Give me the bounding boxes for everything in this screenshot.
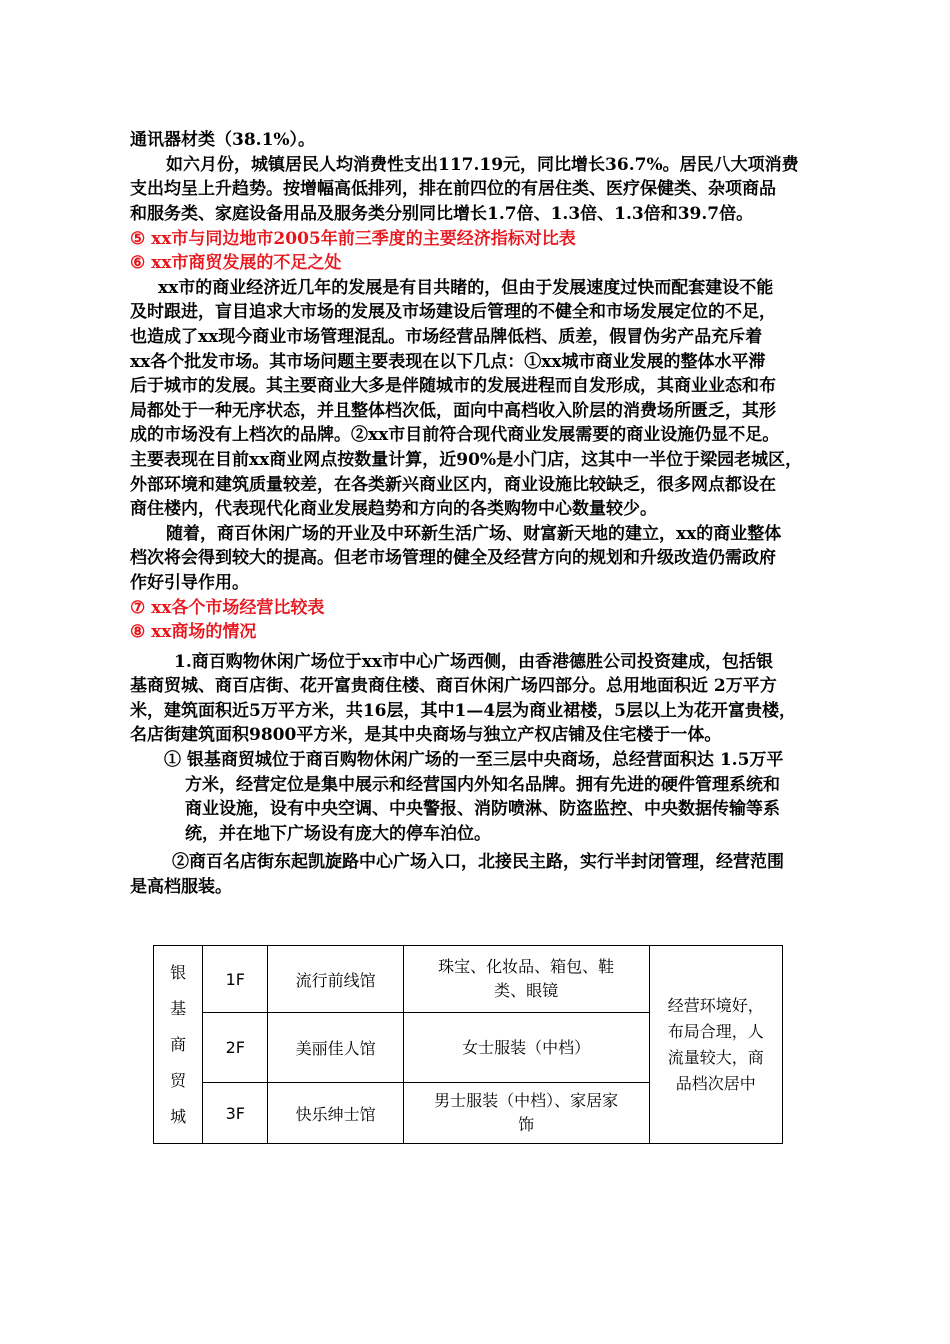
mall-floor-table <box>153 945 783 1144</box>
text-line: 是高档服装。 <box>130 877 232 897</box>
hall-cell: 美丽佳人馆 <box>268 1013 403 1083</box>
text-line: 作好引导作用。 <box>130 573 249 593</box>
text-line: 如六月份，城镇居民人均消费性支出117.19元，同比增长36.7%。居民八大项消费 <box>166 155 799 175</box>
table-row <box>154 946 783 1013</box>
text-line: 主要表现在目前xx商业网点按数量计算，近90%是小门店，这其中一半位于梁园老城区， <box>130 450 803 470</box>
hall-cell: 快乐绅士馆 <box>268 1083 403 1144</box>
vertical-label-char: 银 <box>170 962 187 982</box>
goods-cell <box>403 946 649 1013</box>
text-line: 通讯器材类（38.1%）。 <box>130 130 316 150</box>
vertical-label-char: 商 <box>170 1034 187 1054</box>
text-line: ②商百名店街东起凯旋路中心广场入口，北接民主路，实行半封闭管理，经营范围 <box>172 852 784 872</box>
text-line: 商业设施，设有中央空调、中央警报、消防喷淋、防盗监控、中央数据传输等系 <box>185 799 780 819</box>
summary-line: 品档次居中 <box>675 1073 756 1093</box>
vertical-label-char: 贸 <box>170 1070 187 1090</box>
text-line: 随着，商百休闲广场的开业及中环新生活广场、财富新天地的建立，xx的商业整体 <box>166 524 782 544</box>
text-line: 档次将会得到较大的提高。但老市场管理的健全及经营方向的规划和升级改造仍需政府 <box>130 548 776 568</box>
text-line: 局都处于一种无序状态，并且整体档次低，面向中高档收入阶层的消费场所匮乏，其形 <box>130 401 776 421</box>
vertical-label-cell <box>154 946 203 1144</box>
floor-cell: 2F <box>203 1013 268 1083</box>
summary-line: 布局合理，人 <box>667 1021 764 1041</box>
goods-line: 女士服装（中档） <box>462 1037 591 1057</box>
text-line: 方米，经营定位是集中展示和经营国内外知名品牌。拥有先进的硬件管理系统和 <box>185 775 780 795</box>
text-line: ① 银基商贸城位于商百购物休闲广场的一至三层中央商场，总经营面积达 1.5万平 <box>164 750 784 770</box>
goods-line: 珠宝、化妆品、箱包、鞋 <box>438 957 615 976</box>
hall-cell: 流行前线馆 <box>268 946 403 1013</box>
section-heading: ⑦ xx各个市场经营比较表 <box>130 598 325 618</box>
text-line: 也造成了xx现今商业市场管理混乱。市场经营品牌低档、质差，假冒伪劣产品充斥着 <box>130 327 763 347</box>
goods-line: 男士服装（中档）、家居家 <box>434 1091 619 1110</box>
vertical-label-char: 城 <box>170 1106 187 1126</box>
text-line: 基商贸城、商百店街、花开富贵商住楼、商百休闲广场四部分。总用地面积近 2万平方 <box>130 676 777 696</box>
summary-cell <box>649 946 782 1144</box>
summary-line: 经营环境好， <box>667 995 764 1015</box>
goods-line: 类、眼镜 <box>494 981 559 1000</box>
text-line: 支出均呈上升趋势。按增幅高低排列，排在前四位的有居住类、医疗保健类、杂项商品 <box>130 179 776 199</box>
goods-line: 饰 <box>518 1115 535 1134</box>
summary-line: 流量较大，商 <box>667 1047 764 1067</box>
text-line: 统，并在地下广场设有庞大的停车泊位。 <box>185 824 491 844</box>
text-line: 米，建筑面积近5万平方米，共16层，其中1—4层为商业裙楼，5层以上为花开富贵楼， <box>130 701 796 721</box>
text-line: 商住楼内，代表现代化商业发展趋势和方向的各类购物中心数量较少。 <box>130 499 657 519</box>
text-line: 1.商百购物休闲广场位于xx市中心广场西侧，由香港德胜公司投资建成，包括银 <box>174 652 774 672</box>
vertical-label-char: 基 <box>170 998 187 1018</box>
text-line: 后于城市的发展。其主要商业大多是伴随城市的发展进程而自发形成，其商业业态和布 <box>130 376 776 396</box>
text-line: 外部环境和建筑质量较差，在各类新兴商业区内，商业设施比较缺乏，很多网点都设在 <box>130 475 776 495</box>
text-line: 名店街建筑面积9800平方米，是其中央商场与独立产权店铺及住宅楼于一体。 <box>130 725 722 745</box>
section-heading: ⑥ xx市商贸发展的不足之处 <box>130 253 342 273</box>
section-heading: ⑧ xx商场的情况 <box>130 622 257 642</box>
text-line: 和服务类、家庭设备用品及服务类分别同比增长1.7倍、1.3倍、1.3倍和39.7倍。 <box>130 204 754 224</box>
text-line: xx市的商业经济近几年的发展是有目共睹的，但由于发展速度过快而配套建设不能 <box>158 278 774 298</box>
goods-cell <box>403 1013 649 1083</box>
floor-cell: 1F <box>203 946 268 1013</box>
text-line: 成的市场没有上档次的品牌。②xx市目前符合现代商业发展需要的商业设施仍显不足。 <box>130 425 780 445</box>
text-line: xx各个批发市场。其市场问题主要表现在以下几点：①xx城市商业发展的整体水平滞 <box>130 352 766 372</box>
text-line: 及时跟进，盲目追求大市场的发展及市场建设后管理的不健全和市场发展定位的不足， <box>130 302 776 322</box>
section-heading: ⑤ xx市与同边地市2005年前三季度的主要经济指标对比表 <box>130 229 576 249</box>
goods-cell <box>403 1083 649 1144</box>
floor-cell: 3F <box>203 1083 268 1144</box>
